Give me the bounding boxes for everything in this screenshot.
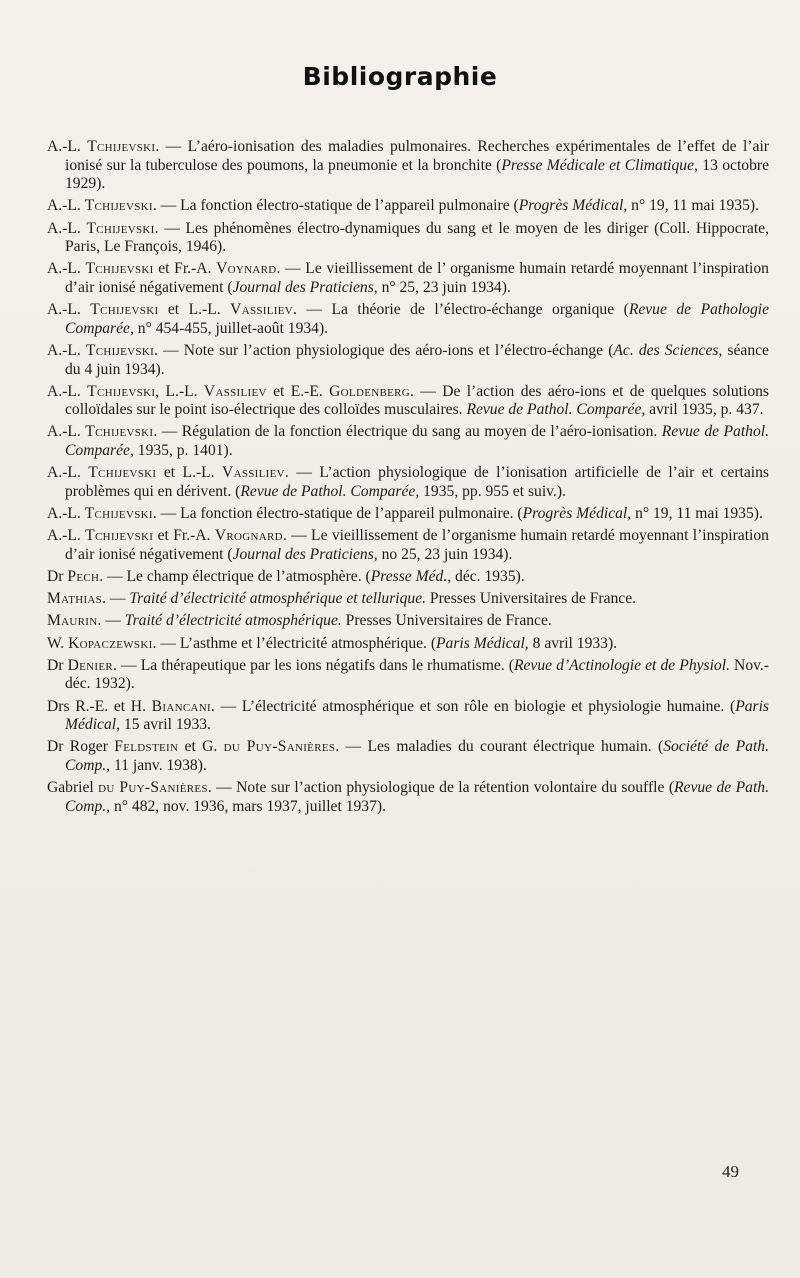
entry-text: n° 19, 11 mai 1935). <box>627 197 759 215</box>
publication-title: Paris Médical, <box>65 697 769 734</box>
bibliography-entry <box>47 527 769 564</box>
entry-text: . — La fonction électro-statique de l’appareil pulmonaire. ( <box>152 505 523 523</box>
entry-text: 8 avril 1933). <box>528 634 618 652</box>
bibliography-entry <box>47 260 769 297</box>
author-name: Tchijevski <box>90 301 159 319</box>
page-title: Bibliographie <box>302 62 498 91</box>
publication-title: Paris Médical, <box>436 634 529 652</box>
entry-text: . — La théorie de l’électro-échange organique ( <box>293 301 629 319</box>
bibliography-entry <box>47 220 769 257</box>
author-name: Mathias <box>47 590 103 608</box>
bibliography-entry <box>47 342 769 379</box>
publication-title: Presse Médicale et Climatique, <box>501 156 698 174</box>
entry-text: Dr <box>47 568 68 585</box>
bibliography-entry <box>47 738 769 775</box>
publication-title: Revue de Pathol. Comparée, <box>466 401 646 419</box>
publication-title: Revue de Path. Comp., <box>65 779 769 815</box>
bibliography-entry <box>47 423 769 460</box>
entry-text: Dr <box>47 656 68 674</box>
entry-text: 13 octobre 1929). <box>65 156 769 193</box>
entry-text: A.-L. <box>47 219 87 237</box>
entry-text: A.-L. <box>47 464 89 482</box>
entry-text: Gabriel <box>47 779 99 797</box>
entry-text: , L.-L. <box>155 382 204 400</box>
entry-text: . — Note sur l’action physiologique de la rétention volontaire du souffle ( <box>207 779 675 797</box>
entry-text: Presses Universitaires de France. <box>426 590 637 608</box>
entry-text: . — Régulation de la fonction électrique du sang au moyen de l’aéro-ionisation. <box>153 423 662 441</box>
entry-text: . — Le vieillissement de l’organisme humain retardé moyennant l’inspiration d’air ionisé négativement ( <box>65 527 769 563</box>
bibliography-entry <box>47 464 769 501</box>
entry-text: et G. <box>178 738 224 756</box>
entry-text: A.-L. <box>47 260 86 278</box>
entry-text: Presses Universitaires de France. <box>341 612 552 630</box>
entry-text: . — Le champ électrique de l’atmosphère. ( <box>99 568 371 585</box>
entry-text: . — L’aéro-ionisation des maladies pulmonaires. Recherches expérimentales de l’effet de l’air ionisé sur la tuberculose des poumons, la pneumonie et la bronchite ( <box>65 138 769 174</box>
entry-text: W. <box>47 634 69 652</box>
publication-title: Progrès Médical, <box>522 505 632 523</box>
bibliography-entry <box>47 383 769 420</box>
author-name: Tchijevski <box>88 464 157 482</box>
author-name: Vassiliev <box>203 382 267 400</box>
author-name: du Puy-Sanières <box>98 779 208 797</box>
author-name: Tchijevski <box>86 219 155 237</box>
entry-text: . — L’asthme et l’électricité atmosphérique. ( <box>152 634 437 652</box>
bibliography-entry <box>47 505 769 524</box>
bibliography-entry <box>47 197 769 216</box>
entry-text: et E.-E. <box>266 382 330 400</box>
entry-text: . — Le vieillissement de l’ organisme humain retardé moyennant l’inspiration d’air ionisé négativement ( <box>65 260 769 296</box>
bibliography-entry <box>47 635 769 654</box>
publication-title: Progrès Médical, <box>518 197 628 215</box>
author-name: Tchijevski <box>85 527 154 545</box>
author-name: Biancani <box>151 697 211 715</box>
bibliography-entry <box>47 568 769 587</box>
entry-text: . — Les phénomènes électro-dynamiques du sang et le moyen de les diriger (Coll. Hippocrate, Paris, Le François, 1946). <box>65 219 769 256</box>
bibliography-entry <box>47 301 769 338</box>
entry-text: A.-L. <box>47 138 88 155</box>
bibliography-entry <box>47 138 769 194</box>
entry-text: n° 25, 23 juin 1934). <box>377 278 511 296</box>
publication-title: Journal des Praticiens, <box>232 278 378 296</box>
entry-text: no 25, 23 juin 1934). <box>377 545 513 563</box>
entry-text: . — <box>102 590 130 608</box>
entry-text: n° 482, nov. 1936, mars 1937, juillet 1937). <box>110 797 386 815</box>
bibliography-entry <box>47 612 769 631</box>
publication-title: Revue de Pathologie Comparée, <box>65 301 770 337</box>
author-name: Vassiliev <box>230 301 294 319</box>
author-name: Tchijevski <box>85 341 155 359</box>
entry-text: A.-L. <box>47 341 86 359</box>
author-name: Tchijevski <box>87 138 156 155</box>
entry-text: n° 454-455, juillet-août 1934). <box>133 319 329 337</box>
entry-text: A.-L. <box>47 423 86 441</box>
bibliography-entry <box>47 590 769 609</box>
entry-text: . — La thérapeutique par les ions négatifs dans le rhumatisme. ( <box>113 656 514 674</box>
author-name: Vrognard <box>214 527 283 545</box>
author-name: Denier <box>67 656 114 674</box>
author-name: Tchijevski <box>84 197 153 215</box>
page-number: 49 <box>722 1162 739 1181</box>
publication-title: Traité d’électricité atmosphérique. <box>124 612 342 630</box>
entry-text: séance du 4 juin 1934). <box>65 341 769 378</box>
author-name: Vassiliev <box>222 464 285 482</box>
entry-text: . — La fonction électro-statique de l’appareil pulmonaire ( <box>152 197 519 215</box>
entry-text: et Fr.-A. <box>153 527 215 545</box>
entry-text: Drs R.-E. et H. <box>47 697 152 715</box>
publication-title: Société de Path. Comp., <box>65 738 769 774</box>
author-name: Tchijevski <box>85 423 154 441</box>
author-name: Maurin <box>47 612 98 630</box>
entry-text: 15 avril 1933. <box>120 716 211 734</box>
entry-text: . — L’action physiologique de l’ionisation artificielle de l’air et certains problèmes qui en dérivent. ( <box>65 464 769 500</box>
entry-text: 1935, pp. 955 et suiv.). <box>419 482 566 500</box>
author-name: Goldenberg <box>329 382 410 400</box>
entry-text: et L.-L. <box>158 301 231 319</box>
author-name: du Puy-Sanières <box>223 738 336 756</box>
entry-text: A.-L. <box>47 197 85 215</box>
publication-title: Traité d’électricité atmosphérique et tellurique. <box>129 590 427 608</box>
publication-title: Revue de Pathol. Comparée, <box>65 423 769 460</box>
entry-text: . — De l’action des aéro-ions et de quelques solutions colloïdales sur le point iso-électrique des colloïdes musculaires. <box>65 382 769 419</box>
entry-text: Nov.-déc. 1932). <box>65 656 769 693</box>
entry-text: . — L’électricité atmosphérique et son rôle en biologie et physiologie humaine. ( <box>210 697 736 715</box>
entry-text: et Fr.-A. <box>153 260 217 278</box>
bibliography-entry <box>47 779 769 816</box>
publication-title: Journal des Praticiens, <box>232 545 378 563</box>
entry-text: . — Les maladies du courant électrique humain. ( <box>335 738 664 756</box>
entry-text: . — <box>97 612 125 630</box>
entry-text: déc. 1935). <box>451 568 525 585</box>
publication-title: Revue de Pathol. Comparée, <box>240 482 420 500</box>
bibliography-list <box>47 138 769 820</box>
entry-text: A.-L. <box>47 527 86 545</box>
entry-text: avril 1935, p. 437. <box>645 401 764 419</box>
publication-title: Ac. des Sciences, <box>613 341 723 359</box>
entry-text: A.-L. <box>47 301 91 319</box>
author-name: Voynard <box>216 260 277 278</box>
author-name: Pech <box>67 568 100 585</box>
bibliography-entry <box>47 657 769 694</box>
author-name: Feldstein <box>114 738 179 756</box>
entry-text: n° 19, 11 mai 1935). <box>631 505 763 523</box>
entry-text: Dr Roger <box>47 738 115 756</box>
entry-text: . — Note sur l’action physiologique des aéro-ions et l’électro-échange ( <box>154 341 614 359</box>
entry-text: A.-L. <box>47 382 88 400</box>
entry-text: A.-L. <box>47 505 85 523</box>
author-name: Tchijevski <box>84 505 153 523</box>
author-name: Tchijevski <box>87 382 156 400</box>
entry-text: et L.-L. <box>156 464 223 482</box>
bibliography-entry <box>47 698 769 735</box>
entry-text: 1935, p. 1401). <box>133 442 233 460</box>
publication-title: Presse Méd., <box>370 568 452 585</box>
author-name: Tchijevski <box>85 260 154 278</box>
entry-text: 11 janv. 1938). <box>110 756 207 774</box>
author-name: Kopaczewski <box>68 634 153 652</box>
publication-title: Revue d’Actinologie et de Physiol. <box>513 656 730 674</box>
